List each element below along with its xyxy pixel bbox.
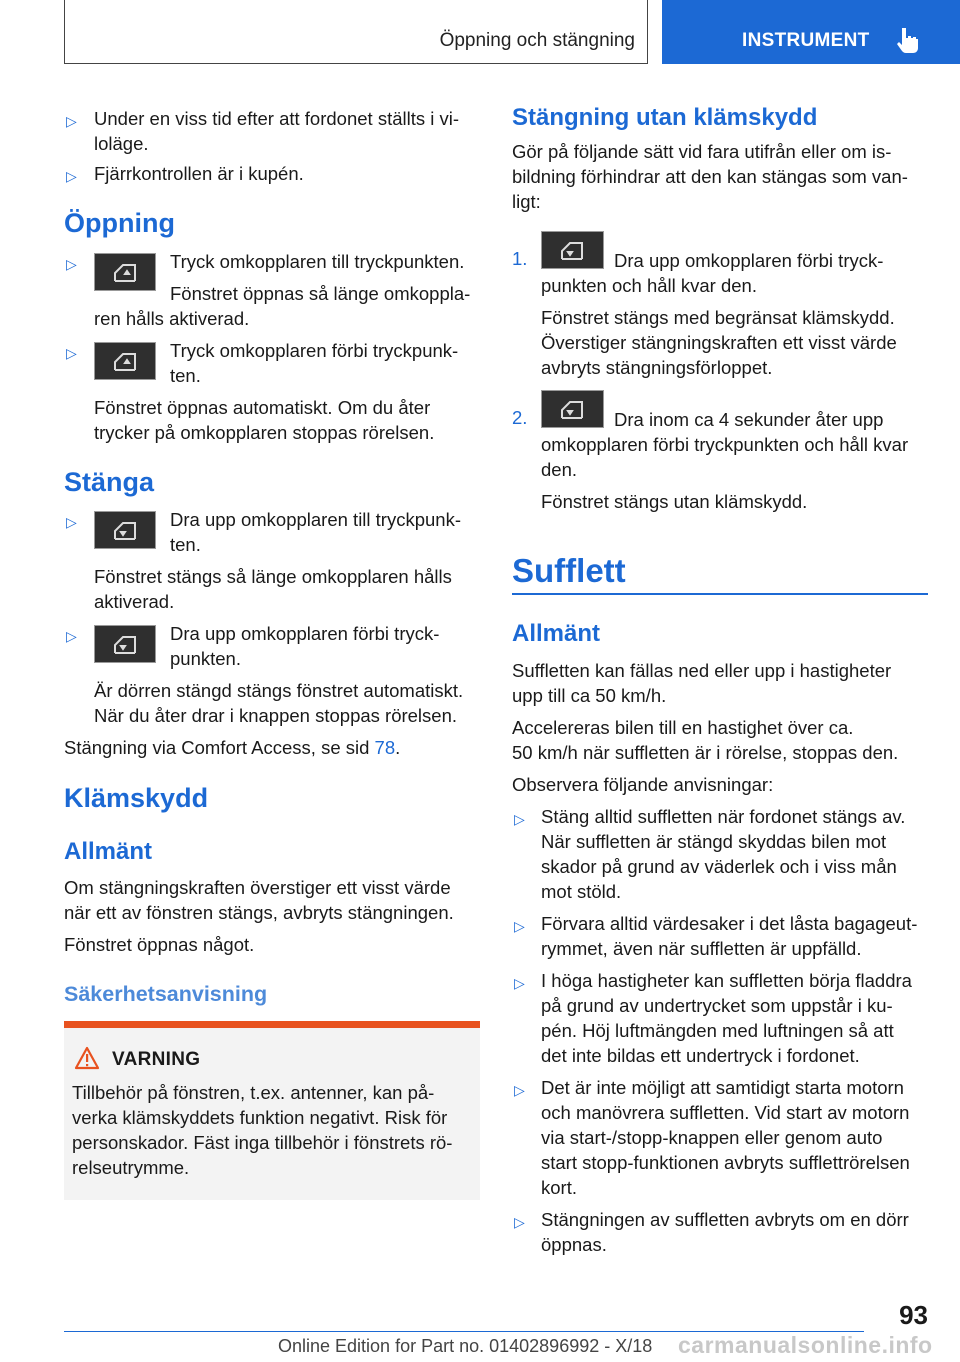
warning-text: personskador. Fäst inga tillbehör i fönstrets rö- bbox=[72, 1132, 453, 1153]
window-switch-icon bbox=[94, 511, 156, 549]
step1-text: Överstiger stängningskraften ett visst värde bbox=[541, 332, 897, 353]
oppning-text: trycker på omkopplaren stoppas rörelsen. bbox=[94, 422, 435, 443]
stanga-text: aktiverad. bbox=[94, 591, 175, 612]
sufflett-bullet-line: pén. Höj luftmängden med luftningen så att bbox=[541, 1020, 894, 1041]
warning-title: VARNING bbox=[112, 1049, 201, 1070]
sufflett-bullet-line: det inte bildas ett undertryck i fordonet. bbox=[541, 1045, 860, 1066]
bullet-icon: ▷ bbox=[66, 514, 77, 530]
step1-text: avbryts stängningsförloppet. bbox=[541, 357, 773, 378]
window-switch-icon bbox=[94, 253, 156, 291]
step1-text: punkten och håll kvar den. bbox=[541, 275, 757, 296]
comfort-end: . bbox=[395, 737, 401, 758]
sufflett-text: Suffletten kan fällas ned eller upp i hastigheter bbox=[512, 660, 892, 681]
stanga-text: ten. bbox=[170, 534, 201, 555]
bullet-icon: ▷ bbox=[66, 113, 77, 129]
comfort-access-line bbox=[64, 735, 400, 760]
allmant-text: Fönstret öppnas något. bbox=[64, 934, 255, 955]
stanga-text: punkten. bbox=[170, 648, 241, 669]
heading-allmant: Allmänt bbox=[64, 838, 153, 865]
intro-bullet-line: Under en viss tid efter att fordonet ställts i vi- bbox=[94, 108, 460, 129]
sufflett-bullet-line: I höga hastigheter kan suffletten börja fladdra bbox=[541, 970, 912, 991]
sufflett-bullet-line: skador på grund av väderlek och i viss mån bbox=[541, 856, 897, 877]
sufflett-bullet-line: via start-/stopp-knappen eller genom auto bbox=[541, 1127, 883, 1148]
stanga-text: Dra upp omkopplaren till tryckpunk- bbox=[170, 509, 461, 530]
sufflett-bullet-line: öppnas. bbox=[541, 1234, 607, 1255]
step2-text: den. bbox=[541, 459, 578, 480]
sufflett-bullet-line: start stopp-funktionen avbryts sufflettrörelsen bbox=[541, 1152, 910, 1173]
bullet-icon: ▷ bbox=[66, 168, 77, 184]
window-switch-icon bbox=[541, 231, 604, 269]
bullet-icon: ▷ bbox=[514, 1082, 525, 1098]
sufflett-bullet-line: mot stöld. bbox=[541, 881, 622, 902]
sufflett-bullet-line: rymmet, även när suffletten är uppfälld. bbox=[541, 938, 862, 959]
stanga-text: När du åter drar i knappen stoppas rörelsen. bbox=[94, 705, 458, 726]
heading-sakerhetsanvisning: Säkerhetsanvisning bbox=[64, 982, 268, 1006]
sufflett-text: 50 km/h när suffletten är i rörelse, stoppas den. bbox=[512, 742, 899, 763]
oppning-text: Fönstret öppnas automatiskt. Om du åter bbox=[94, 397, 431, 418]
sufflett-text: Accelereras bilen till en hastighet över ca. bbox=[512, 717, 854, 738]
sufflett-text: upp till ca 50 km/h. bbox=[512, 685, 667, 706]
window-switch-icon bbox=[541, 390, 604, 428]
heading-klamskydd: Klämskydd bbox=[64, 783, 209, 813]
section-title: Öppning och stängning bbox=[439, 30, 635, 51]
sufflett-bullet-line: Förvara alltid värdesaker i det låsta bagageut- bbox=[541, 913, 918, 934]
bullet-icon: ▷ bbox=[514, 975, 525, 991]
utan-intro: ligt: bbox=[512, 191, 541, 212]
page-number: 93 bbox=[899, 1300, 928, 1330]
pointing-hand-icon bbox=[893, 24, 923, 54]
step2-text: Fönstret stängs utan klämskydd. bbox=[541, 491, 808, 512]
allmant-text: Om stängningskraften överstiger ett visst värde bbox=[64, 877, 451, 898]
step1-text: Fönstret stängs med begränsat klämskydd. bbox=[541, 307, 895, 328]
warning-triangle-icon bbox=[74, 1046, 100, 1070]
step-number: 1. bbox=[512, 248, 528, 269]
stanga-text: Dra upp omkopplaren förbi tryck- bbox=[170, 623, 440, 644]
sufflett-bullet-line: på grund av undertrycket som uppstår i ku- bbox=[541, 995, 893, 1016]
section-rule bbox=[512, 593, 928, 595]
sufflett-bullet-line: När suffletten är stängd skyddas bilen mot bbox=[541, 831, 887, 852]
watermark: carmanualsonline.info bbox=[678, 1332, 933, 1358]
oppning-text: ten. bbox=[170, 365, 201, 386]
step2-text: Dra inom ca 4 sekunder åter upp bbox=[614, 409, 884, 430]
sufflett-bullet-line: Stängningen av suffletten avbryts om en dörr bbox=[541, 1209, 909, 1230]
sufflett-bullet-line: Stäng alltid suffletten när fordonet stängs av. bbox=[541, 806, 906, 827]
bullet-icon: ▷ bbox=[66, 628, 77, 644]
bullet-icon: ▷ bbox=[66, 256, 77, 272]
sufflett-bullet-line: kort. bbox=[541, 1177, 577, 1198]
oppning-text: ren hålls aktiverad. bbox=[94, 308, 250, 329]
stanga-text: Fönstret stängs så länge omkopplaren hålls bbox=[94, 566, 452, 587]
oppning-text: Fönstret öppnas så länge omkoppla- bbox=[170, 283, 471, 304]
page-link-78[interactable]: 78 bbox=[374, 737, 396, 758]
allmant-text: när ett av fönstren stängs, avbryts stängningen. bbox=[64, 902, 454, 923]
window-switch-icon bbox=[94, 625, 156, 663]
heading-stanga: Stänga bbox=[64, 467, 155, 497]
warning-bar bbox=[64, 1021, 480, 1028]
step-number: 2. bbox=[512, 407, 528, 428]
intro-bullet-line: Fjärrkontrollen är i kupén. bbox=[94, 163, 304, 184]
sufflett-bullet-line: och manövrera suffletten. Vid start av motorn bbox=[541, 1102, 910, 1123]
utan-intro: bildning förhindrar att den kan stängas som van- bbox=[512, 166, 908, 187]
sufflett-bullet-line: Det är inte möjligt att samtidigt starta motorn bbox=[541, 1077, 904, 1098]
footer-edition: Online Edition for Part no. 01402896992 - X/18 bbox=[278, 1336, 653, 1356]
intro-bullet-line: loläge. bbox=[94, 133, 149, 154]
heading-oppning: Öppning bbox=[64, 208, 175, 238]
warning-text: relseutrymme. bbox=[72, 1157, 190, 1178]
sufflett-text: Observera följande anvisningar: bbox=[512, 774, 774, 795]
oppning-text: Tryck omkopplaren förbi tryckpunk- bbox=[170, 340, 459, 361]
heading-stangning-utan-klamskydd: Stängning utan klämskydd bbox=[512, 104, 818, 131]
step2-text: omkopplaren förbi tryckpunkten och håll kvar bbox=[541, 434, 909, 455]
step1-text: Dra upp omkopplaren förbi tryck- bbox=[614, 250, 884, 271]
bullet-icon: ▷ bbox=[514, 918, 525, 934]
heading-allmant-sufflett: Allmänt bbox=[512, 620, 601, 647]
window-switch-icon bbox=[94, 342, 156, 380]
warning-text: verka klämskyddets funktion negativt. Risk för bbox=[72, 1107, 448, 1128]
warning-text: Tillbehör på fönstren, t.ex. antenner, kan på- bbox=[72, 1082, 435, 1103]
stanga-text: Är dörren stängd stängs fönstret automatiskt. bbox=[94, 680, 464, 701]
heading-sufflett: Sufflett bbox=[512, 552, 626, 589]
bullet-icon: ▷ bbox=[66, 345, 77, 361]
bullet-icon: ▷ bbox=[514, 811, 525, 827]
tab-instrument-label[interactable]: INSTRUMENT bbox=[742, 30, 870, 51]
bullet-icon: ▷ bbox=[514, 1214, 525, 1230]
utan-intro: Gör på följande sätt vid fara utifrån eller om is- bbox=[512, 141, 892, 162]
oppning-text: Tryck omkopplaren till tryckpunkten. bbox=[170, 251, 465, 272]
comfort-text: Stängning via Comfort Access, se sid bbox=[64, 737, 375, 758]
